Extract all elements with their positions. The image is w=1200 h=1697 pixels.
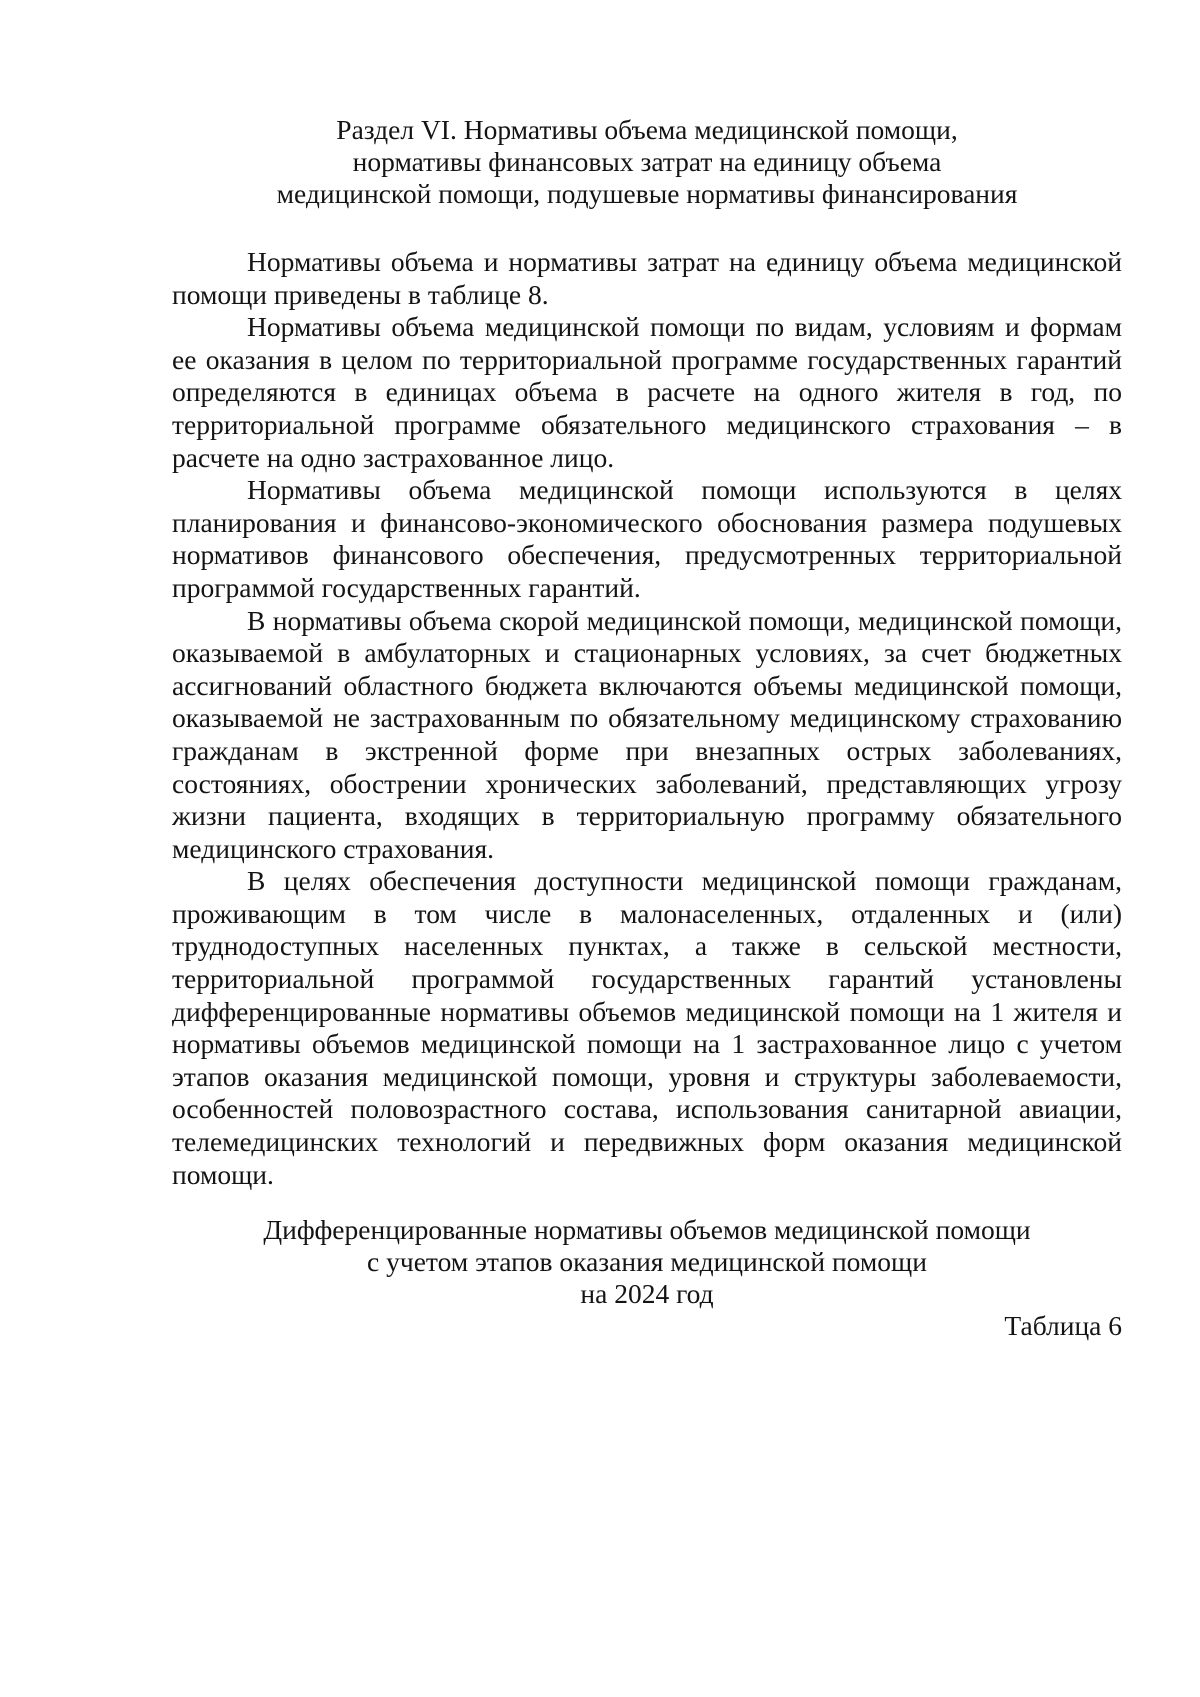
section-title: [172, 114, 1122, 210]
table-title: [172, 1214, 1122, 1310]
table-title-line-1: Дифференцированные нормативы объемов медицинской помощи: [263, 1214, 1031, 1245]
table-title-line-2: с учетом этапов оказания медицинской помощи: [367, 1246, 927, 1277]
paragraph-4: В нормативы объема скорой медицинской помощи, медицинской помощи, оказываемой в амбулаторных и стационарных условиях, за счет бюджетных ассигнований областного бюджета включаются объемы медицинской помощи, оказываемой не застрахованным по обязательному медицинскому страхованию гражданам в экстренной форме при внезапных острых заболеваниях, состояниях, обострении хронических заболеваний, представляющих угрозу жизни пациента, входящих в территориальную программу обязательного медицинского страхования.: [172, 604, 1122, 864]
body-text: [172, 246, 1122, 1191]
paragraph-3: Нормативы объема медицинской помощи используются в целях планирования и финансово-экономического обоснования размера подушевых нормативов финансового обеспечения, предусмотренных территориальной программой государственных гарантий.: [172, 474, 1122, 603]
table-number-label: Таблица 6: [1004, 1310, 1122, 1341]
table-title-line-3: на 2024 год: [580, 1278, 714, 1309]
paragraph-1: Нормативы объема и нормативы затрат на единицу объема медицинской помощи приведены в таблице 8.: [172, 246, 1122, 310]
paragraph-5: В целях обеспечения доступности медицинской помощи гражданам, проживающим в том числе в малонаселенных, отдаленных и (или) труднодоступных населенных пунктах, а также в сельской местности, территориальной программой государственных гарантий установлены дифференцированные нормативы объемов медицинской помощи на 1 жителя и нормативы объемов медицинской помощи на 1 застрахованное лицо с учетом этапов оказания медицинской помощи, уровня и структуры заболеваемости, особенностей половозрастного состава, использования санитарной авиации, телемедицинских технологий и передвижных форм оказания медицинской помощи.: [172, 865, 1122, 1190]
section-title-line-3: медицинской помощи, подушевые нормативы финансирования: [276, 178, 1018, 209]
paragraph-2: Нормативы объема медицинской помощи по видам, условиям и формам ее оказания в целом по территориальной программе государственных гарантий определяются в единицах объема в расчете на одного жителя в год, по территориальной программе обязательного медицинского страхования – в расчете на одно застрахованное лицо.: [172, 311, 1122, 473]
section-title-line-1: Раздел VI. Нормативы объема медицинской помощи,: [336, 114, 958, 145]
section-title-line-2: нормативы финансовых затрат на единицу объема: [352, 146, 942, 177]
